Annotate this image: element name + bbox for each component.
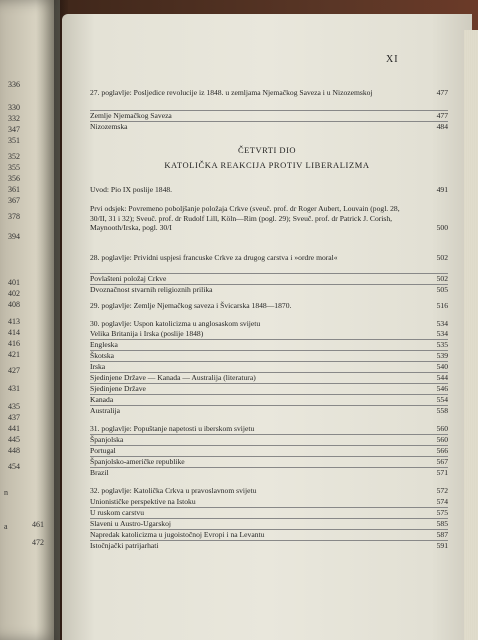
toc-entry-title: Sjedinjene Države — Kanada — Australija (literatura) — [90, 373, 256, 382]
toc-entry — [90, 519, 448, 529]
toc-entry-title: 30. poglavlje: Uspon katolicizma u anglosaskom svijetu — [90, 319, 261, 328]
toc-entry — [90, 351, 448, 361]
toc-entry-page: 571 — [436, 468, 448, 477]
left-page-number: 441 — [8, 424, 20, 433]
toc-entry-title: U ruskom carstvu — [90, 508, 144, 517]
left-page-number: 351 — [8, 136, 20, 145]
left-page-number: 394 — [8, 232, 20, 241]
toc-entry-page: 572 — [436, 486, 448, 495]
toc-entry-page: 558 — [436, 406, 448, 415]
toc-entry-title: Portugal — [90, 446, 116, 455]
toc-entry-title: Irska — [90, 362, 106, 371]
left-page — [0, 0, 60, 640]
left-page-number: 472 — [32, 538, 44, 547]
left-page-number: 367 — [8, 196, 20, 205]
toc-entry — [90, 319, 448, 329]
left-page-number: 413 — [8, 317, 20, 326]
toc-entry-title: Uvod: Pio IX poslije 1848. — [90, 185, 173, 194]
left-page-number: 448 — [8, 446, 20, 455]
toc-entry-title: Škotska — [90, 351, 115, 360]
toc-entry-title: Slaveni u Austro-Ugarskoj — [90, 519, 171, 528]
toc-entry — [90, 329, 448, 339]
toc-entry-page: 477 — [436, 88, 448, 97]
left-page-number: n — [4, 488, 8, 497]
toc-entry — [90, 88, 448, 98]
toc-entry-title: 27. poglavlje: Posljedice revolucije iz 1848. u zemljama Njemačkog Saveza i u Nizozemskoj — [90, 88, 373, 97]
toc-entry-title: Unionističke perspektive na Istoku — [90, 497, 196, 506]
toc-entry-page: 516 — [436, 301, 448, 310]
toc-entry-page: 566 — [436, 446, 448, 455]
toc-entry-title: Brazil — [90, 468, 109, 477]
toc-entry-title: Australija — [90, 406, 120, 415]
left-page-number: 435 — [8, 402, 20, 411]
left-page-number: 408 — [8, 300, 20, 309]
toc-entry-title: Velika Britanija i Irska (poslije 1848) — [90, 329, 204, 338]
toc-entry-title: Povlašteni položaj Crkve — [90, 274, 167, 283]
toc-entry-title: 32. poglavlje: Katolička Crkva u pravoslavnom svijetu — [90, 486, 257, 495]
left-page-number: a — [4, 522, 8, 531]
left-page-number: 355 — [8, 163, 20, 172]
toc-entry-page: 546 — [436, 384, 448, 393]
toc-entry-page: 502 — [436, 274, 448, 283]
toc-entry — [90, 395, 448, 405]
toc-entry-page: 534 — [436, 329, 448, 338]
page-number: XI — [386, 54, 399, 65]
toc-entry-page: 567 — [436, 457, 448, 466]
left-page-number: 347 — [8, 125, 20, 134]
toc-entry — [90, 468, 448, 478]
left-page-number: 431 — [8, 384, 20, 393]
toc-entry-page: 574 — [436, 497, 448, 506]
left-page-number: 402 — [8, 289, 20, 298]
left-page-number: 336 — [8, 80, 20, 89]
toc-entry — [90, 406, 448, 416]
toc-entry-title: Zemlje Njemačkog Saveza — [90, 111, 172, 120]
left-page-number: 414 — [8, 328, 20, 337]
toc-entry — [90, 301, 448, 311]
toc-entry — [90, 435, 448, 445]
left-page-number: 352 — [8, 152, 20, 161]
toc-entry-page: 534 — [436, 319, 448, 328]
left-page-number: 454 — [8, 462, 20, 471]
toc-entry-title: Napredak katolicizma u jugoistočnoj Evropi i na Levantu — [90, 530, 265, 539]
toc-entry — [90, 274, 448, 284]
toc-entry-page: 554 — [436, 395, 448, 404]
toc-entry-page: 477 — [436, 111, 448, 120]
toc-entry — [90, 508, 448, 518]
toc-entry-title: 31. poglavlje: Popuštanje napetosti u iberskom svijetu — [90, 424, 255, 433]
toc-entry-title: Prvi odsjek: Povremeno poboljšanje položaja Crkve (sveuč. prof. dr Roger Aubert, Louvain (pogl. 28, 30/II, 31 i 32); Sveuč. prof. dr Rudolf Lill, Köln—Rim (pogl. 29); Sveuč. prof. dr Patrick J. Corish, Maynooth/Irska, pogl. 30/I — [90, 204, 400, 233]
toc-entry-page: 502 — [436, 253, 448, 262]
part-subtitle: KATOLIČKA REAKCIJA PROTIV LIBERALIZMA — [164, 160, 370, 170]
left-page-number: 332 — [8, 114, 20, 123]
toc-entry-page: 591 — [436, 541, 448, 550]
toc-entry — [90, 446, 448, 456]
left-page-number: 421 — [8, 350, 20, 359]
toc-entry-page: 539 — [436, 351, 448, 360]
toc-entry-title: Kanada — [90, 395, 114, 404]
toc-entry-page: 585 — [436, 519, 448, 528]
toc-entry-title: 29. poglavlje: Zemlje Njemačkog saveza i Švicarska 1848—1870. — [90, 301, 292, 310]
left-page-number: 461 — [32, 520, 44, 529]
toc-entry — [90, 497, 448, 507]
toc-entry — [90, 204, 448, 233]
toc-entry — [90, 384, 448, 394]
toc-entry-title: Sjedinjene Države — [90, 384, 146, 393]
toc-entry-page: 540 — [436, 362, 448, 371]
toc-entry-title: 28. poglavlje: Prividni uspjesi francuske Crkve za drugog carstva i »ordre moral« — [90, 253, 338, 262]
toc-entry-page: 560 — [436, 424, 448, 433]
toc-entry-page: 560 — [436, 435, 448, 444]
toc-entry-page: 500 — [436, 223, 448, 233]
left-page-number: 356 — [8, 174, 20, 183]
toc-entry — [90, 486, 448, 496]
left-page-number: 401 — [8, 278, 20, 287]
toc-entry — [90, 541, 448, 551]
toc-entry-title: Engleska — [90, 340, 118, 349]
toc-entry — [90, 111, 448, 121]
toc-entry — [90, 253, 448, 263]
toc-entry — [90, 362, 448, 372]
left-page-number: 416 — [8, 339, 20, 348]
toc-entry-title: Španjolska — [90, 435, 124, 444]
left-page-number: 378 — [8, 212, 20, 221]
toc-entry — [90, 340, 448, 350]
toc-entry-page: 505 — [436, 285, 448, 294]
page-edge — [464, 30, 478, 640]
left-page-number: 437 — [8, 413, 20, 422]
toc-entry-page: 575 — [436, 508, 448, 517]
left-page-number: 361 — [8, 185, 20, 194]
toc-entry — [90, 122, 448, 132]
toc-entry — [90, 424, 448, 434]
toc-entry — [90, 457, 448, 467]
left-page-number: 330 — [8, 103, 20, 112]
toc-entry — [90, 285, 448, 295]
toc-entry-page: 587 — [436, 530, 448, 539]
toc-entry-title: Istočnjački patrijarhati — [90, 541, 159, 550]
toc-entry-title: Španjolsko-američke republike — [90, 457, 185, 466]
toc-entry-page: 491 — [436, 185, 448, 194]
toc-entry-title: Nizozemska — [90, 122, 128, 131]
toc-entry — [90, 185, 448, 195]
toc-entry-page: 484 — [436, 122, 448, 131]
left-page-number: 427 — [8, 366, 20, 375]
toc-entry-page: 535 — [436, 340, 448, 349]
toc-entry — [90, 530, 448, 540]
left-page-number: 445 — [8, 435, 20, 444]
toc-entry-page: 544 — [436, 373, 448, 382]
part-title: ČETVRTI DIO — [237, 145, 297, 155]
toc-entry-title: Dvoznačnost stvarnih religioznih prilika — [90, 285, 213, 294]
toc-entry — [90, 373, 448, 383]
